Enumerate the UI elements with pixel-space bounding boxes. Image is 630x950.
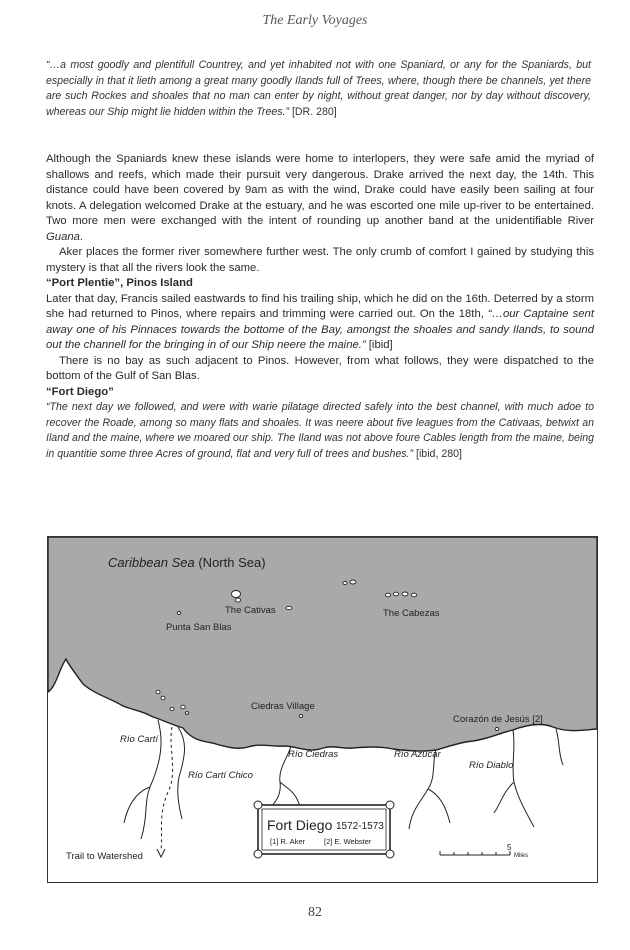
label-rio-ciedras: Río Ciedras [288,749,339,760]
trail-arrow-icon [157,849,165,857]
river-diablo-line [494,730,534,827]
river-guana: Guana [46,230,80,243]
island [236,598,241,602]
section-heading-port-plentie: “Port Plentie”, Pinos Island [46,277,193,289]
opening-quote-text: “…a most goodly and plentifull Countrey, and yet inhabited not with one Spaniard, or any for the Spaniards, but especially in that it lieth among a great many goodly Ilands full of Trees, where, though there be channels, yet there are such Rockes and shoales that no man can enter by night, without great danger, nor by day without discovery, whereas our Ship might lie hidden within the Trees.” [46,59,591,118]
fort-diego-quote-text: “The next day we followed, and were with warie pilatage directed safely into the best channel, with much adoe to recover the Roade, among so many flats and shoales. It was neere about five leagues from the Cativaas, betwixt an Iland and the maine, where we moared our ship. The Iland was not above foure Cables length from the maine, being in quantitie some three Acres of ground, flat and very full of trees and bushes.” [46,401,594,460]
island [185,712,188,715]
label-the-cativas: The Cativas [225,605,276,616]
label-corazon-de-jesus: Corazón de Jesús [2] [453,714,543,725]
scale-bar [440,851,510,855]
cartouche-ornament [386,850,394,858]
island [156,690,160,694]
label-ciedras-village: Ciedras Village [251,701,315,712]
cartouche-dates: 1572-1573 [336,821,384,832]
trail-to-watershed-line [161,727,173,850]
cartouche-title: Fort Diego [267,817,333,833]
cartouche-credit-aker: [1] R. Aker [270,837,306,846]
island [394,592,399,596]
island [286,606,292,609]
cartouche-credit-webster: [2] E. Webster [324,837,372,846]
running-header: The Early Voyages [262,13,368,28]
label-punta-san-blas: Punta San Blas [166,622,232,633]
label-rio-carti: Río Cartí [120,734,159,745]
island [412,593,417,597]
village-marker [495,728,499,731]
paragraph-port-plentie [46,292,594,354]
island [386,593,391,597]
fort-diego-quote [46,400,594,462]
paragraph-interlopers [46,152,594,245]
island [161,696,165,700]
island [350,580,356,584]
pinnace-quote-reference: [ibid] [365,339,393,351]
fort-diego-quote-reference: [ibid, 280] [413,447,462,460]
small-stream [556,729,563,765]
label-the-cabezas: The Cabezas [383,608,440,619]
page-number: 82 [308,905,322,920]
river-azucar-line [409,750,450,829]
village-marker [299,715,303,718]
island-cativas [232,591,241,598]
label-rio-diablo: Río Diablo [469,760,514,771]
pinnace-quote: “…our Captaine sent away one of his Pinnaces towards the bottome of the Bay, amongst the shoales and sandy Ilands, to sound out the channell for the bringing in of our Ship neere the maine.” [46,308,594,351]
opening-quote-reference: [DR. 280] [291,105,337,118]
paragraph-aker: Aker places the former river somewhere further west. The only crumb of comfort I gained by studying this mystery is that all the rivers look the same. [46,246,594,274]
paragraph-end: . [79,230,84,243]
river-carti-chico-line [178,727,185,819]
island [343,581,347,584]
island [170,707,174,710]
paragraph-bay: There is no bay as such adjacent to Pinos. However, from what follows, they were dispatched to the bottom of the Gulf of San Blas. [46,354,594,382]
island [181,705,185,709]
island [177,612,181,615]
label-rio-azucar: Río Azucar [394,749,441,760]
paragraph-interlopers-text: Although the Spaniards knew these islands were home to interlopers, they were safe amid the myriad of shallows and reefs, which made their pursuit very dangerous. Drake arrived the next day, the 14th. This distance could have been covered by 9am as with the wind, Drake could have easily been sailing at four knots. A delegation welcomed Drake at the estuary, and he was escorted one mile up-river to be entertained. Two more men were exchanged with the intent of rounding up another band at the unidentifiable River [46,153,594,227]
section-heading-fort-diego: “Fort Diego” [46,385,114,398]
map-drawing [48,537,597,882]
scale-value: 5 [507,843,512,852]
sea-label: Caribbean Sea (North Sea) [108,555,266,570]
cartouche-ornament [254,850,262,858]
cartouche-ornament [254,801,262,809]
main-text [46,152,594,462]
island [402,592,408,596]
label-trail-to-watershed: Trail to Watershed [66,851,143,862]
opening-quote [46,58,591,120]
cartouche-ornament [386,801,394,809]
fort-diego-map [47,536,598,883]
paragraph-port-plentie-text: Later that day, Francis sailed eastwards to find his trailing ship, which he did on the 16th. Deterred by a storm she had returned to Pinos, where repairs and trimming were carried out. On the 18th, [46,292,594,320]
scale-unit: Miles [514,853,529,859]
map-cartouche [254,801,394,858]
label-rio-carti-chico: Río Cartí Chico [188,770,253,781]
